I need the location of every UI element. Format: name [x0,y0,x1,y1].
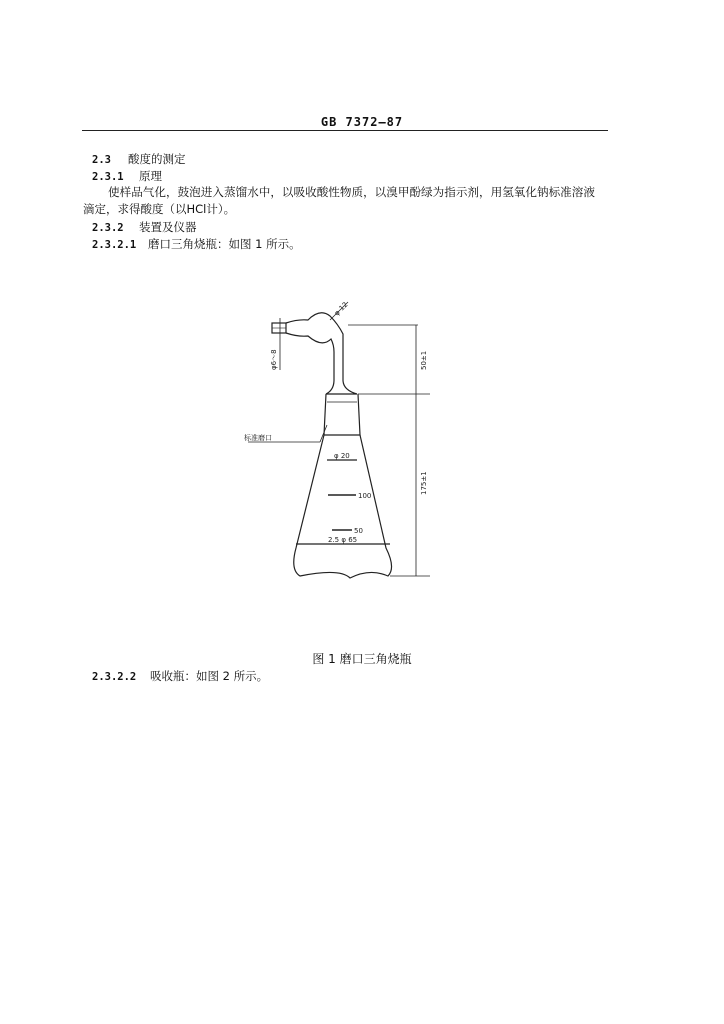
label-phi-6-8: φ6～8 [270,349,278,370]
label-phi-20: φ 20 [334,452,350,460]
section-title: 酸度的测定 [128,152,186,166]
section-text: 磨口三角烧瓶：如图 1 所示。 [148,237,301,251]
section-2-3-2-2 [92,668,268,684]
figure-labels [244,301,428,544]
header-rule [82,130,608,131]
label-dim-50: 50±1 [420,350,428,370]
label-phi-65: 2.5 φ 65 [328,536,358,544]
label-mark-100: 100 [358,492,372,500]
figure-caption: 图 1 磨口三角烧瓶 [312,652,412,666]
section-number: 2.3.1 [92,171,124,183]
ground-joint [324,394,360,435]
bulb-tube-lower [286,333,334,380]
label-phi-12: φ 12 [332,300,350,318]
dimension-lines [248,302,430,576]
flask-diagram [230,290,440,600]
section-2-3-1 [92,168,162,184]
section-text: 吸收瓶：如图 2 所示。 [150,669,269,683]
principle-line-1: 使样品气化，鼓泡进入蒸馏水中，以吸收酸性物质，以溴甲酚绿为指示剂，用氢氧化钠标准溶液 [108,185,595,199]
graduations [328,495,356,530]
section-number: 2.3.2 [92,222,124,234]
section-number: 2.3.2.1 [92,239,137,251]
label-mark-50: 50 [354,527,363,535]
stopper-neck [326,380,357,394]
document-header: GB 7372—87 [320,115,404,129]
section-2-3-2 [92,219,197,235]
label-dim-175: 175±1 [420,471,428,495]
principle-line-2: 滴定，求得酸度（以HCl计）。 [83,202,236,216]
section-number: 2.3 [92,154,111,166]
section-2-3 [92,151,186,167]
section-2-3-2-1 [92,236,301,252]
section-number: 2.3.2.2 [92,671,137,683]
label-ground-joint: 标准磨口 [244,434,272,442]
section-title: 装置及仪器 [139,220,197,234]
section-title: 原理 [139,169,162,183]
